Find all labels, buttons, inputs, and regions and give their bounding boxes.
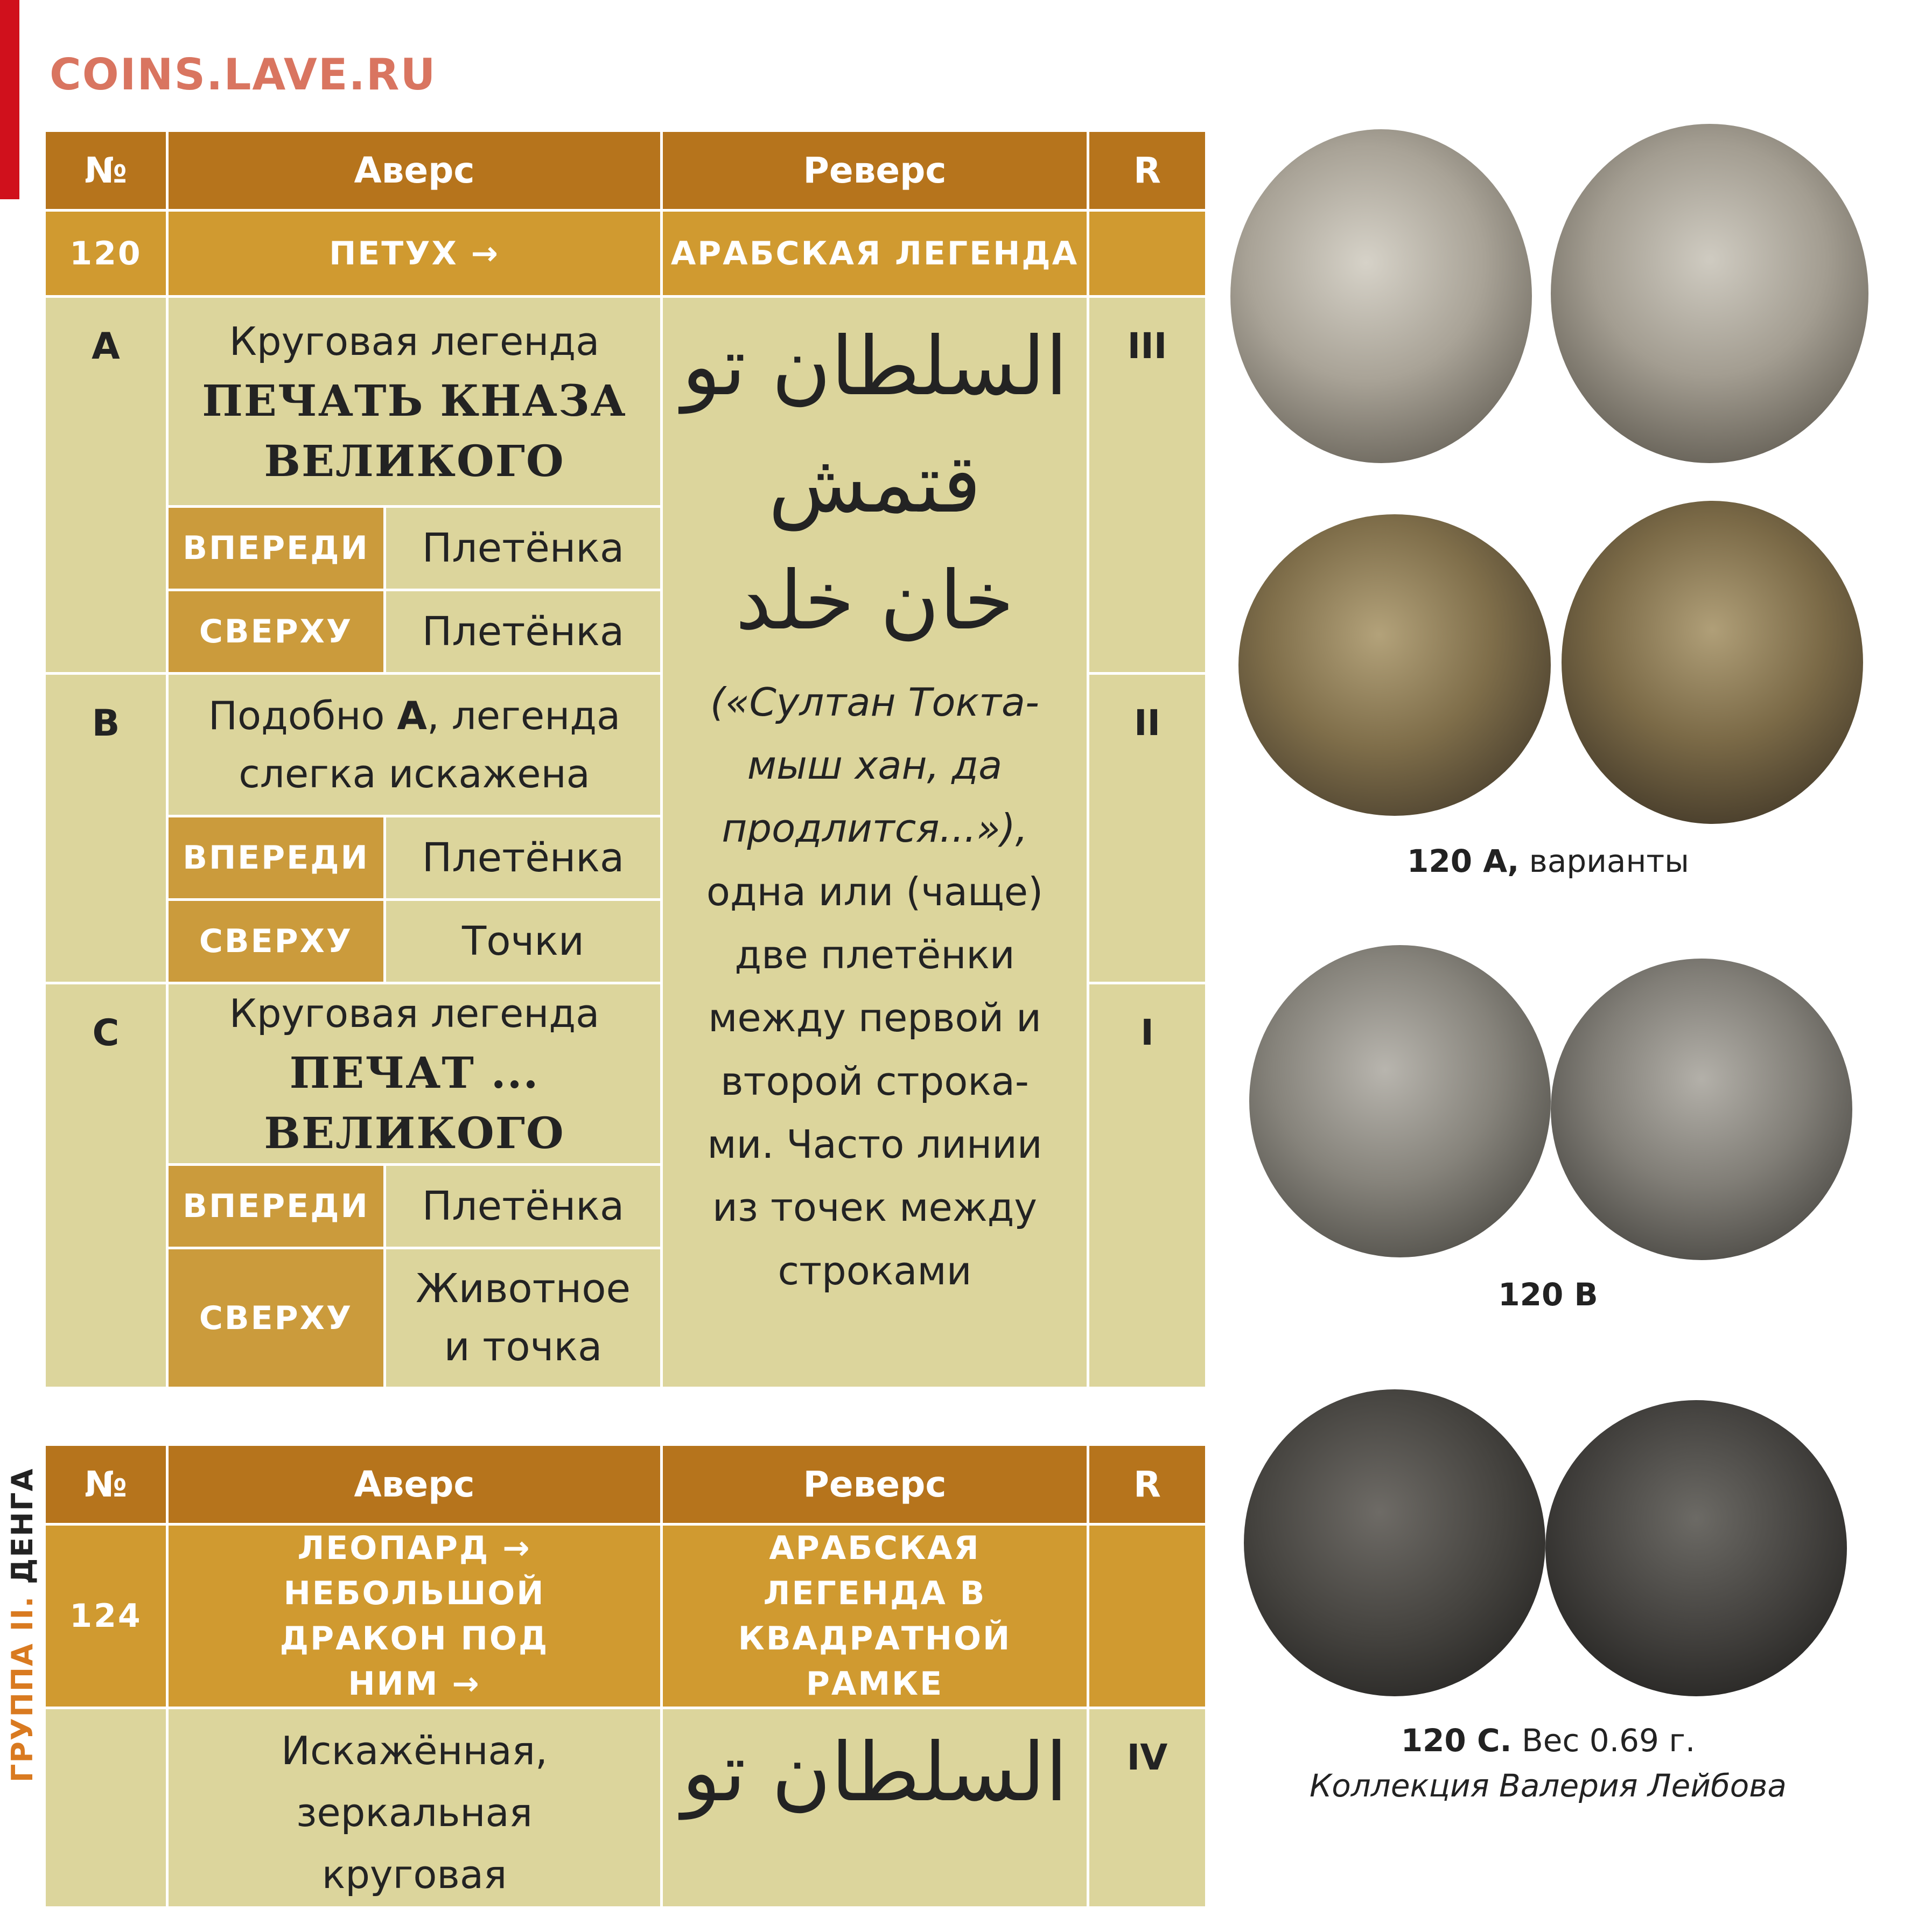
row-letter-a: A xyxy=(45,297,167,674)
reverse-translation-text: («Султан Токта-мыш хан, да продлится...»), xyxy=(710,679,1040,851)
caption-120c-line2: Коллекция Валерия Лейбова xyxy=(1310,1767,1787,1805)
row-a-description xyxy=(167,297,662,507)
header-num: № xyxy=(45,131,167,211)
row-c-legend: ПЕЧАТ ... ВЕЛИКОГО xyxy=(264,1047,565,1158)
coin-120b-reverse-image xyxy=(1551,959,1852,1260)
c-top-value: Животное и точка xyxy=(385,1248,662,1388)
row-b-description xyxy=(167,674,662,816)
header-avers: Аверс xyxy=(167,131,662,211)
coin-120a-2-reverse-image xyxy=(1562,501,1863,824)
spine-group: ГРУППА II. xyxy=(5,1595,39,1782)
t2-header-num: № xyxy=(45,1445,167,1525)
caption-120b: 120 В xyxy=(1498,1276,1598,1313)
entry-r xyxy=(1088,211,1207,297)
coin-120c-reverse-image xyxy=(1545,1400,1847,1696)
t2-header-r: R xyxy=(1088,1445,1207,1525)
a-top-label: СВЕРХУ xyxy=(167,590,385,674)
spine-text xyxy=(5,1467,39,1782)
b-front-label: ВПЕРЕДИ xyxy=(167,816,385,900)
coin-120a-1-reverse-image xyxy=(1551,124,1868,463)
caption-120c-line1 xyxy=(1282,1718,1815,1763)
arabic-line-3: خان خلد xyxy=(735,554,1014,648)
t2-row-letter xyxy=(45,1708,167,1908)
red-edge-bar xyxy=(0,0,19,199)
t2-entry-avers: ЛЕОПАРД → НЕБОЛЬШОЙ ДРАКОН ПОД НИМ → xyxy=(167,1525,662,1708)
row-c-description xyxy=(167,983,662,1165)
spine-title: ДЕНГА xyxy=(5,1467,39,1584)
catalog-table-124 xyxy=(43,1443,1208,1909)
row-letter-b: B xyxy=(45,674,167,983)
rarity-c: I xyxy=(1088,983,1207,1388)
t2-header-avers: Аверс xyxy=(167,1445,662,1525)
rarity-b: II xyxy=(1088,674,1207,983)
coin-120a-2-obverse-image xyxy=(1238,514,1551,816)
caption-120c xyxy=(1282,1718,1815,1808)
entry-number: 120 xyxy=(45,211,167,297)
header-revers: Реверс xyxy=(662,131,1088,211)
rarity-a: III xyxy=(1088,297,1207,674)
coin-120a-1-obverse-image xyxy=(1230,129,1532,463)
a-top-value: Плетёнка xyxy=(385,590,662,674)
t2-row-arabic xyxy=(662,1708,1088,1908)
b-top-value: Точки xyxy=(385,900,662,983)
row-b-desc-post: , легенда слегка искажена xyxy=(239,693,621,796)
row-letter-c: C xyxy=(45,983,167,1388)
caption-120a xyxy=(1319,843,1777,879)
caption-120a-bold: 120 А, xyxy=(1407,843,1520,879)
t2-entry-number: 124 xyxy=(45,1525,167,1708)
entry-revers: АРАБСКАЯ ЛЕГЕНДА xyxy=(662,211,1088,297)
caption-120c-rest: Вес 0.69 г. xyxy=(1511,1722,1696,1759)
c-front-value: Плетёнка xyxy=(385,1165,662,1248)
c-top-label: СВЕРХУ xyxy=(167,1248,385,1388)
watermark: COINS.LAVE.RU xyxy=(50,50,437,100)
b-front-value: Плетёнка xyxy=(385,816,662,900)
t2-arabic-line: السلطان تو xyxy=(682,1726,1068,1820)
row-c-desc: Круговая легенда xyxy=(229,991,600,1036)
row-a-legend: ПЕЧАТЬ КНАЗА ВЕЛИКОГО xyxy=(202,375,627,486)
c-front-label: ВПЕРЕДИ xyxy=(167,1165,385,1248)
reverse-text: одна или (чаще) две плетёнки между первой и второй строка-ми. Часто линии из точек между строками xyxy=(706,869,1044,1293)
reverse-translation xyxy=(663,660,1087,861)
arabic-line-1: السلطان تو xyxy=(682,320,1068,414)
coin-120b-obverse-image xyxy=(1249,945,1551,1257)
b-top-label: СВЕРХУ xyxy=(167,900,385,983)
caption-120a-rest: варианты xyxy=(1519,843,1689,879)
t2-entry-r xyxy=(1088,1525,1207,1708)
a-front-value: Плетёнка xyxy=(385,507,662,590)
t2-entry-revers: АРАБСКАЯ ЛЕГЕНДА В КВАДРАТНОЙ РАМКЕ xyxy=(662,1525,1088,1708)
entry-avers: ПЕТУХ → xyxy=(167,211,662,297)
a-front-label: ВПЕРЕДИ xyxy=(167,507,385,590)
t2-header-revers: Реверс xyxy=(662,1445,1088,1525)
row-b-desc-pre: Подобно xyxy=(208,693,397,738)
header-r: R xyxy=(1088,131,1207,211)
catalog-table-120 xyxy=(43,129,1208,1389)
t2-rarity: IV xyxy=(1088,1708,1207,1908)
row-a-desc: Круговая легенда xyxy=(229,318,600,364)
reverse-description xyxy=(662,297,1088,1388)
t2-row-desc: Искажённая, зеркальная круговая xyxy=(167,1708,662,1908)
arabic-line-2: قتمش xyxy=(768,437,981,531)
coin-120c-obverse-image xyxy=(1244,1389,1545,1696)
caption-120c-bold: 120 С. xyxy=(1401,1722,1512,1759)
row-b-desc-bold: А xyxy=(397,693,427,738)
